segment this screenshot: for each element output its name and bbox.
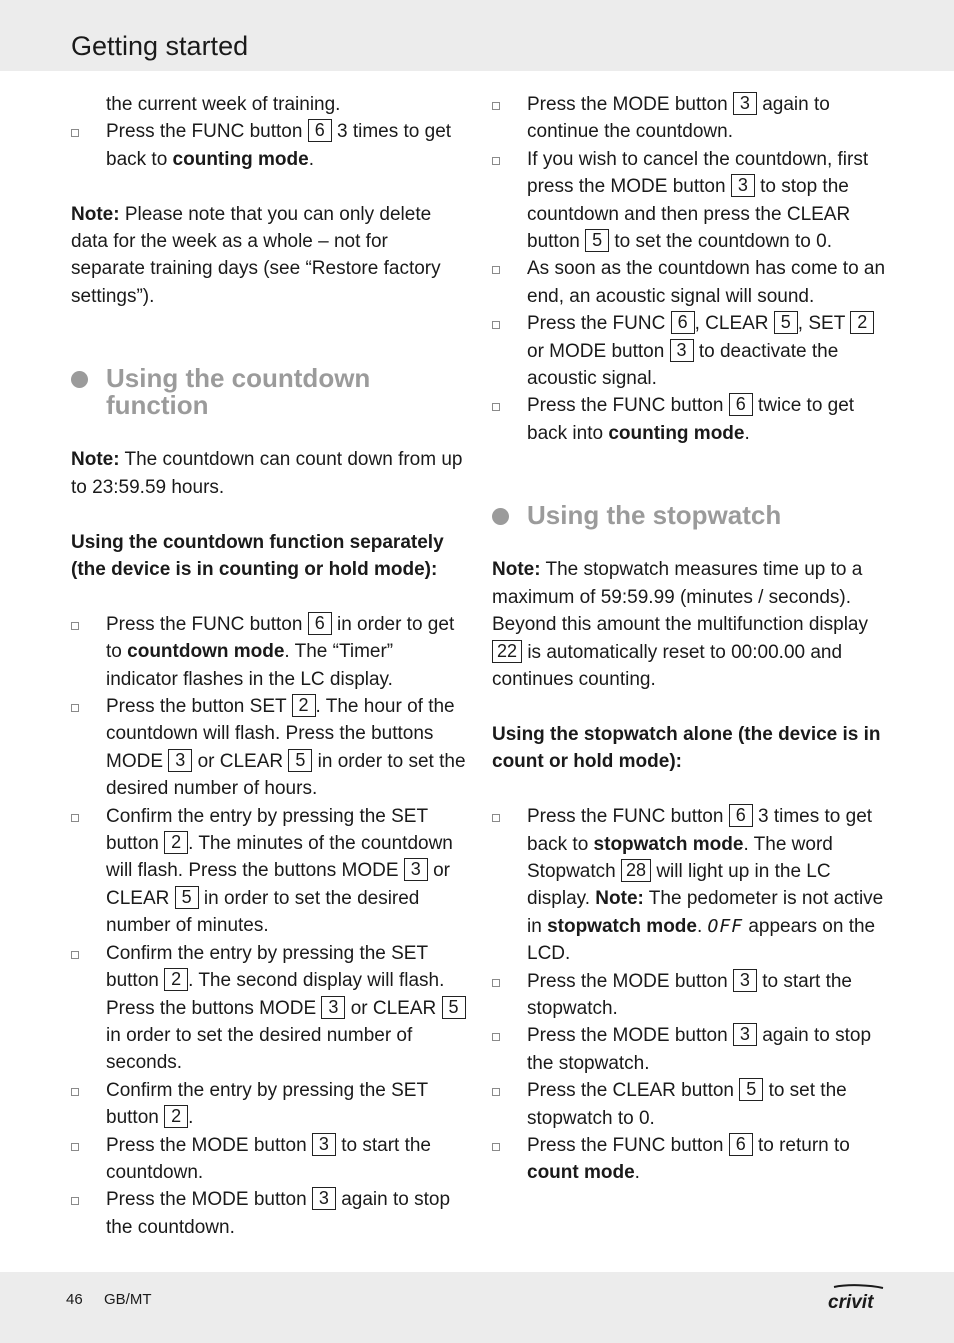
list-item: Press the FUNC button 6 twice to get back into counting mode.: [492, 392, 887, 447]
bullet-icon: [71, 704, 79, 712]
key-label: 5: [739, 1078, 763, 1101]
bullet-icon: [492, 157, 500, 165]
list-item: the current week of training.: [106, 94, 341, 115]
left-column: [71, 91, 466, 1241]
key-label: 2: [850, 311, 874, 334]
list-item: If you wish to cancel the countdown, first press the MODE button 3 to stop the countdown and then press the CLEAR button 5 to set the countdown to 0.: [492, 146, 887, 256]
key-label: 3: [404, 858, 428, 881]
subheading: Using the countdown function separately (the device is in counting or hold mode):: [71, 531, 444, 581]
bullet-icon: [71, 951, 79, 959]
bullet-icon: [71, 1143, 79, 1151]
key-label: 3: [733, 1023, 757, 1046]
list-item: As soon as the countdown has come to an end, an acoustic signal will sound.: [492, 255, 887, 310]
key-label: 3: [168, 749, 192, 772]
subheading: Using the stopwatch alone (the device is in count or hold mode):: [492, 723, 881, 773]
bullet-icon: [492, 102, 500, 110]
list-item: Press the FUNC button 6 3 times to get back to counting mode.: [71, 118, 466, 173]
page-footer: [0, 1272, 954, 1343]
heading-dot-icon: [492, 508, 509, 525]
page-title: Getting started: [71, 31, 249, 61]
key-label: 6: [308, 119, 332, 142]
key-label: 28: [621, 859, 651, 882]
key-label: 5: [774, 311, 798, 334]
section-heading: Using the countdown function: [71, 365, 466, 419]
list-item: Press the FUNC button 6 in order to get to countdown mode. The “Timer” indicator flashes in the LC display.: [71, 611, 466, 693]
bullet-icon: [71, 1197, 79, 1205]
logo-text: crivit: [828, 1292, 874, 1313]
key-label: 6: [729, 393, 753, 416]
bullet-icon: [492, 403, 500, 411]
bullet-icon: [492, 1143, 500, 1151]
list-item: Confirm the entry by pressing the SET button 2 .: [71, 1077, 466, 1132]
list-item: Press the button SET 2 . The hour of the countdown will flash. Press the buttons MODE 3 or CLEAR 5 in order to set the desired number of hours.: [71, 693, 466, 803]
key-label: 3: [670, 339, 694, 362]
key-label: 22: [492, 640, 522, 663]
bullet-icon: [492, 1088, 500, 1096]
list-item: Press the CLEAR button 5 to set the stopwatch to 0.: [492, 1077, 887, 1132]
key-label: 5: [288, 749, 312, 772]
bullet-icon: [492, 266, 500, 274]
list-item: Confirm the entry by pressing the SET button 2 . The second display will flash. Press the buttons MODE 3 or CLEAR 5 in order to set the desired number of seconds.: [71, 940, 466, 1077]
key-label: 5: [442, 996, 466, 1019]
list-item: Press the MODE button 3 again to stop the stopwatch.: [492, 1022, 887, 1077]
key-label: 2: [164, 831, 188, 854]
key-label: 6: [729, 804, 753, 827]
section-heading: Using the stopwatch: [492, 502, 887, 529]
bullet-icon: [492, 814, 500, 822]
list-item: Press the MODE button 3 to start the stopwatch.: [492, 968, 887, 1023]
list-item: Press the FUNC button 6 to return to count mode.: [492, 1132, 887, 1187]
key-label: 3: [731, 174, 755, 197]
page-header: [0, 0, 954, 71]
bullet-icon: [492, 1033, 500, 1041]
key-label: 2: [164, 968, 188, 991]
list-item: Press the MODE button 3 again to stop the countdown.: [71, 1186, 466, 1241]
key-label: 3: [312, 1133, 336, 1156]
key-label: 3: [733, 92, 757, 115]
key-label: 2: [292, 694, 316, 717]
note: Note: Please note that you can only delete data for the week as a whole – not for separate training days (see “Restore factory settings”).: [71, 203, 441, 307]
key-label: 5: [175, 886, 199, 909]
bullet-icon: [71, 622, 79, 630]
bullet-icon: [492, 979, 500, 987]
key-label: 6: [729, 1133, 753, 1156]
list-item: Confirm the entry by pressing the SET button 2 . The minutes of the countdown will flash. Press the buttons MODE 3 or CLEAR 5 in order to set the desired number of minutes.: [71, 803, 466, 940]
right-column: [492, 91, 887, 1187]
heading-dot-icon: [71, 371, 88, 388]
list-item: Press the MODE button 3 again to continue the countdown.: [492, 91, 887, 146]
crivit-logo-icon: [826, 1284, 886, 1314]
list-item: Press the MODE button 3 to start the countdown.: [71, 1132, 466, 1187]
bullet-icon: [71, 129, 79, 137]
key-label: 6: [671, 311, 695, 334]
key-label: 6: [308, 612, 332, 635]
note: Note: The stopwatch measures time up to a maximum of 59:59.99 (minutes / seconds). Beyond this amount the multifunction display 22 is automatically reset to 00:00.00 and continues counting.: [492, 559, 868, 691]
note: Note: The countdown can count down from up to 23:59.59 hours.: [71, 449, 463, 498]
bullet-icon: [71, 814, 79, 822]
list-item: Press the FUNC button 6 3 times to get back to stopwatch mode. The word Stopwatch 28 will light up in the LC display. Note: The pedometer is not active in stopwatch mode. OFF appears on the LCD.: [492, 803, 887, 967]
bullet-icon: [492, 321, 500, 329]
key-label: 3: [733, 969, 757, 992]
key-label: 3: [321, 996, 345, 1019]
key-label: 3: [312, 1187, 336, 1210]
key-label: 2: [164, 1105, 188, 1128]
key-label: 5: [585, 229, 609, 252]
list-item: Press the FUNC 6 , CLEAR 5 , SET 2 or MODE button 3 to deactivate the acoustic signal.: [492, 310, 887, 392]
page-number: 46: [66, 1291, 83, 1308]
bullet-icon: [71, 1088, 79, 1096]
language-code: GB/MT: [104, 1291, 152, 1308]
lcd-off-text: OFF: [707, 915, 744, 937]
